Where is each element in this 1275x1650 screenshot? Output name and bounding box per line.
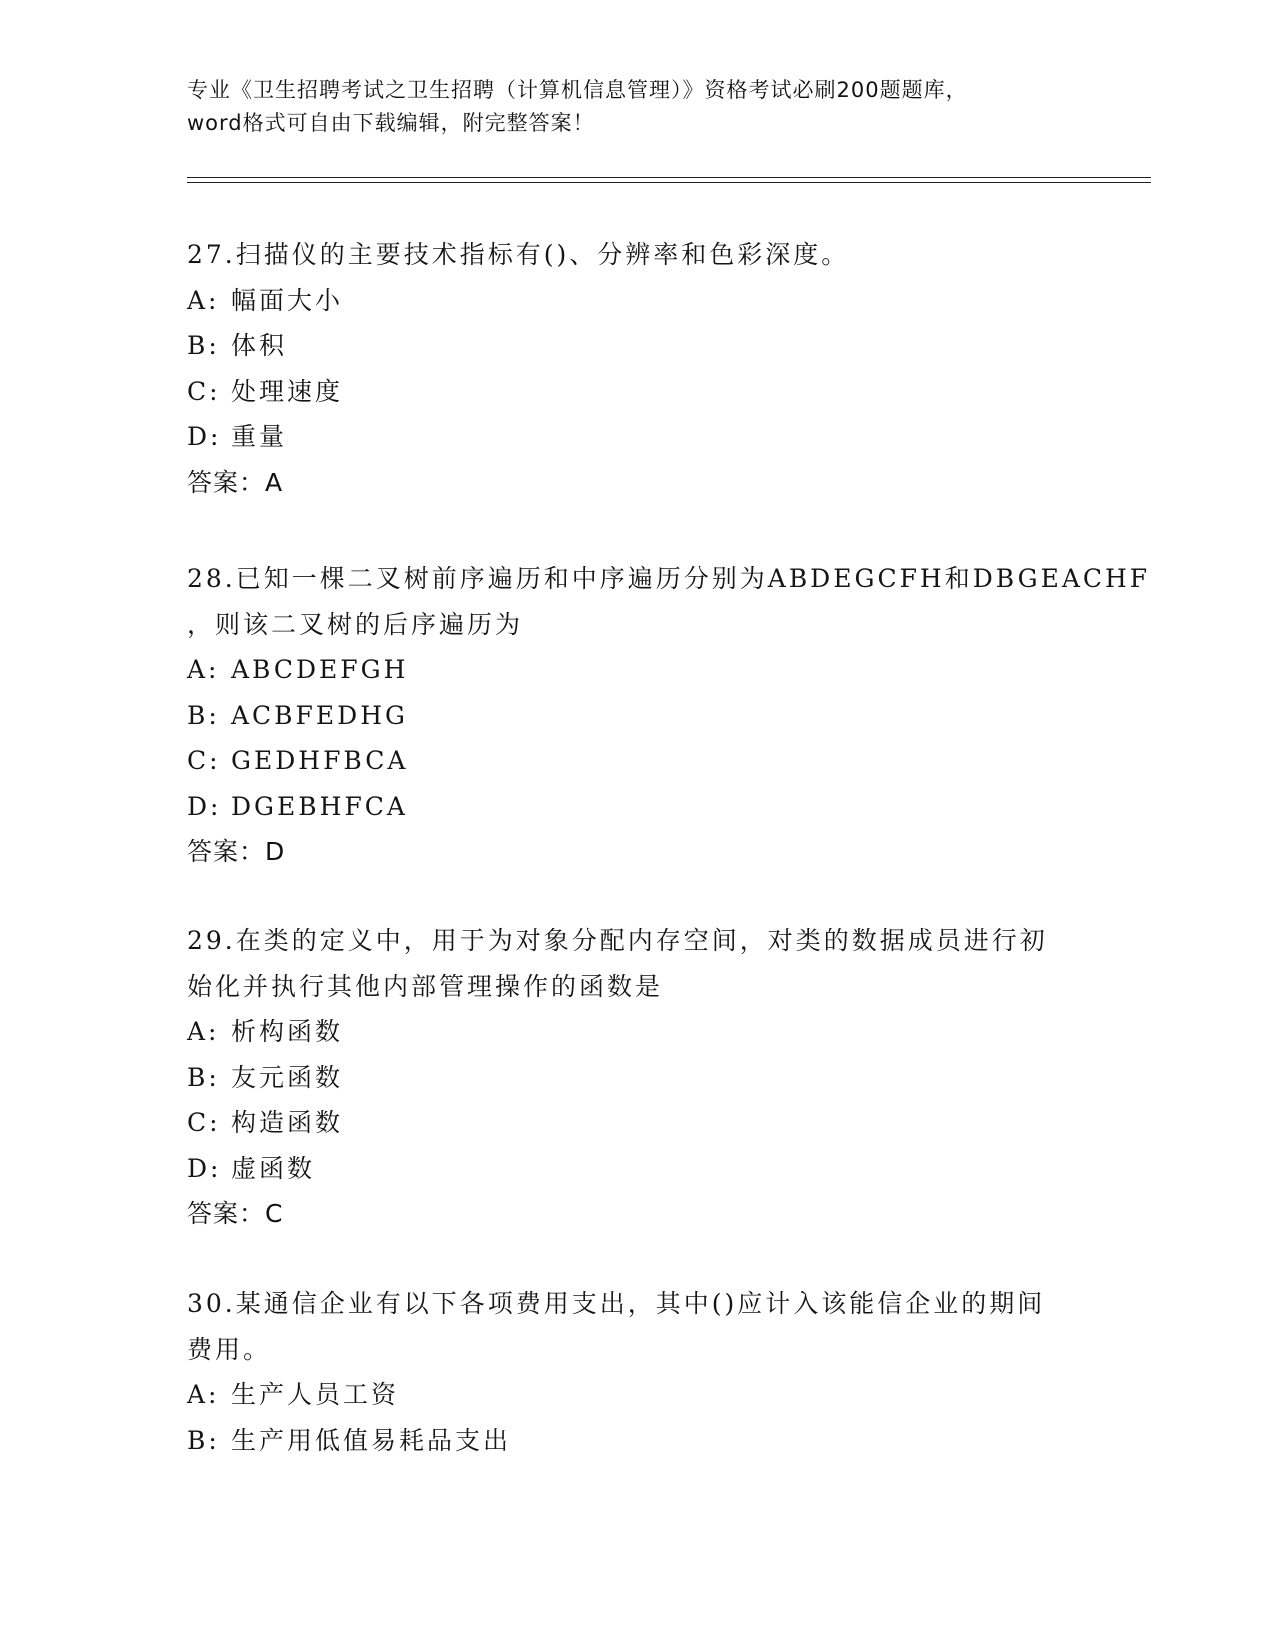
option-text: ABCDEFGH <box>231 655 409 684</box>
option-a <box>187 647 1107 693</box>
question-27 <box>187 232 1107 505</box>
option-key: B: <box>187 331 220 360</box>
option-text: ACBFEDHG <box>231 700 408 730</box>
question-text: 28.已知一棵二叉树前序遍历和中序遍历分别为ABDEGCFH和DBGEACHF <box>187 564 1151 593</box>
question-text-continued: 始化并执行其他内部管理操作的函数是 <box>187 971 664 1001</box>
option-key: D: <box>187 1153 222 1183</box>
question-text-continued: 费用。 <box>187 1334 272 1364</box>
option-key: B: <box>187 1425 220 1455</box>
question-30 <box>187 1281 1107 1463</box>
answer: 答案：D <box>187 837 286 866</box>
option-d <box>187 784 1107 830</box>
question-text-continued: ，则该二叉树的后序遍历为 <box>187 609 524 639</box>
option-key: A: <box>187 655 220 684</box>
option-c <box>187 369 1107 415</box>
option-c <box>187 738 1107 784</box>
option-key: C: <box>187 376 221 406</box>
header-divider-top <box>187 177 1151 178</box>
option-key: A: <box>187 1380 220 1409</box>
option-key: D: <box>187 422 222 451</box>
option-text: 生产人员工资 <box>231 1380 400 1409</box>
option-b <box>187 1055 1107 1101</box>
option-key: B: <box>187 700 220 730</box>
option-key: A: <box>187 1017 220 1046</box>
option-text: 构造函数 <box>231 1108 344 1137</box>
option-a <box>187 1372 1107 1418</box>
header-line-2: word格式可自由下载编辑，附完整答案！ <box>187 111 595 135</box>
option-text: 体积 <box>231 331 288 360</box>
question-text: 29.在类的定义中，用于为对象分配内存空间，对类的数据成员进行初 <box>187 926 1048 955</box>
option-d <box>187 1146 1107 1192</box>
option-text: DGEBHFCA <box>231 791 408 821</box>
option-text: GEDHFBCA <box>231 746 409 775</box>
option-c <box>187 1100 1107 1146</box>
option-b <box>187 323 1107 369</box>
option-key: A: <box>187 285 220 315</box>
option-d <box>187 414 1107 460</box>
option-text: 重量 <box>231 422 288 451</box>
option-a <box>187 278 1107 324</box>
option-text: 虚函数 <box>231 1153 316 1183</box>
question-28 <box>187 556 1151 875</box>
question-text: 30.某通信企业有以下各项费用支出，其中()应计入该能信企业的期间 <box>187 1289 1046 1318</box>
answer: 答案：A <box>187 467 284 497</box>
option-text: 析构函数 <box>231 1017 344 1046</box>
option-key: C: <box>187 746 221 775</box>
option-b <box>187 1418 1107 1464</box>
option-text: 幅面大小 <box>231 285 344 315</box>
question-text: 27.扫描仪的主要技术指标有()、分辨率和色彩深度。 <box>187 240 850 269</box>
option-a <box>187 1009 1107 1055</box>
option-b <box>187 693 1107 739</box>
option-text: 生产用低值易耗品支出 <box>231 1425 512 1455</box>
header-divider-bottom <box>187 182 1151 183</box>
option-key: D: <box>187 791 222 821</box>
answer: 答案：C <box>187 1199 284 1228</box>
option-key: C: <box>187 1108 221 1137</box>
header-line-1: 专业《卫生招聘考试之卫生招聘（计算机信息管理）》资格考试必刷200题题库， <box>187 78 968 102</box>
document-header <box>187 74 1087 140</box>
option-key: B: <box>187 1062 220 1092</box>
option-text: 友元函数 <box>231 1062 344 1092</box>
question-29 <box>187 918 1107 1237</box>
option-text: 处理速度 <box>231 376 344 406</box>
